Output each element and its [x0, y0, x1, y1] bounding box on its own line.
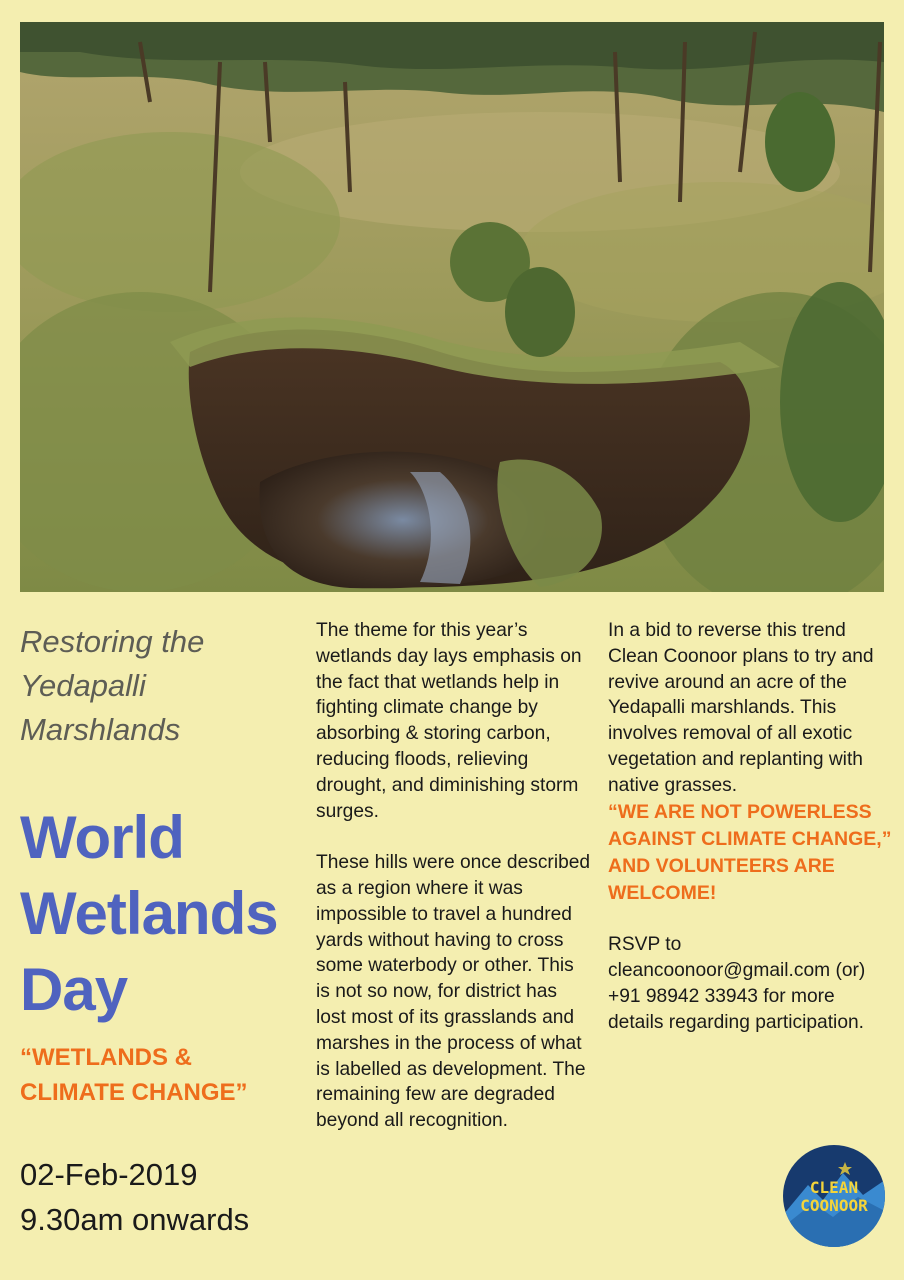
event-datetime: [20, 1152, 310, 1242]
volunteer-callout: “WE ARE NOT POWERLESS AGAINST CLIMATE CHANGE,” AND VOLUNTEERS ARE WELCOME!: [608, 800, 892, 904]
title-line-day: Day: [20, 956, 128, 1023]
title-line-wetlands: Wetlands: [20, 880, 278, 947]
title-line-world: World: [20, 804, 184, 871]
event-time: 9.30am onwards: [20, 1202, 250, 1237]
wetland-photo: [20, 22, 884, 592]
theme-paragraph: The theme for this year’s wetlands day lays emphasis on the fact that wetlands help in fighting climate change by absorbing & storing carbon, reducing floods, relieving drought, and diminishing storm surges.: [316, 620, 582, 822]
logo-text-clean: CLEAN: [809, 1178, 859, 1197]
theme-line-1: “WETLANDS &: [20, 1044, 192, 1071]
logo-text-coonoor: COONOOR: [800, 1196, 868, 1215]
plan-paragraph: In a bid to reverse this trend Clean Coonoor plans to try and revive around an acre of the Yedapalli marshlands. This involves removal of all exotic vegetation and replanting with native grasses.: [608, 620, 874, 796]
theme-heading: [20, 1040, 310, 1110]
event-date: 02-Feb-2019: [20, 1157, 198, 1192]
history-paragraph: These hills were once described as a region where it was impossible to travel a hundred yards without having to cross some waterbody or other. This is not so now, for district has lost most of its grasslands and marshes in the process of what is labelled as development. The remaining few are degraded beyond all recognition.: [316, 852, 591, 1132]
clean-coonoor-logo-icon: [783, 1145, 885, 1247]
theme-line-2: CLIMATE CHANGE”: [20, 1079, 248, 1106]
event-title: [20, 800, 300, 1028]
middle-column: [316, 618, 591, 1134]
event-subtitle: Restoring the Yedapalli Marshlands: [20, 624, 205, 747]
rsvp-paragraph: RSVP to cleancoonoor@gmail.com (or) +91 98942 33943 for more details regarding participation.: [608, 934, 866, 1033]
right-column: [608, 618, 893, 1036]
marshland-image: [20, 22, 884, 592]
